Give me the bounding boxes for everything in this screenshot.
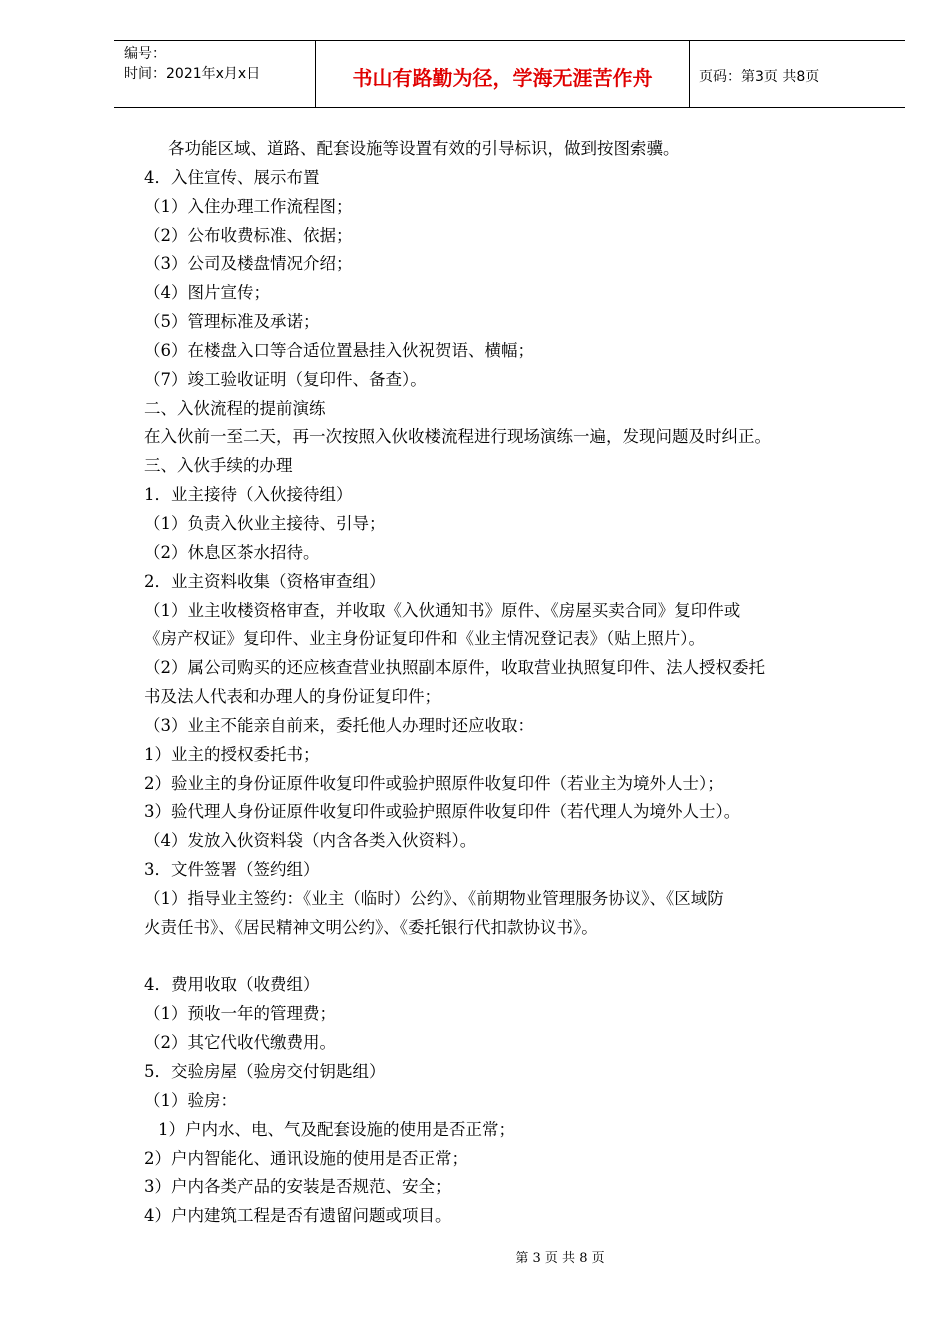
body-line: 5．交验房屋（验房交付钥匙组） [144,1062,386,1081]
body-line: （1）负责入伙业主接待、引导； [144,513,386,533]
body-line: 各功能区域、道路、配套设施等设置有效的引导标识，做到按图索骥。 [168,139,680,158]
body-line: （3）公司及楼盘情况介绍； [144,254,353,274]
body-line: 1）户内水、电、气及配套设施的使用是否正常； [158,1119,515,1139]
body-line: 《房产权证》复印件、业主身份证复印件和《业主情况登记表》（贴上照片）。 [144,629,705,649]
body-line: （2）公布收费标准、依据； [144,225,353,245]
body-line: 1）业主的授权委托书； [144,744,320,764]
body-line: 4）户内建筑工程是否有遗留问题或项目。 [144,1206,452,1226]
body-line: 3）户内各类产品的安装是否规范、安全； [144,1177,452,1197]
body-line: 火责任书》、《居民精神文明公约》、《委托银行代扣款协议书》。 [144,917,598,937]
body-line: （3）业主不能亲自前来，委托他人办理时还应收取： [144,715,534,735]
body-line: （4）图片宣传； [144,283,270,303]
document-time-label: 时间：2021年x月x日 [124,66,261,82]
body-line: （4）发放入伙资料袋（内含各类入伙资料）。 [144,831,477,851]
body-line: （6）在楼盘入口等合适位置悬挂入伙祝贺语、横幅； [144,340,534,360]
body-line: 三、入伙手续的办理 [144,456,293,476]
header-motto-cell [316,41,690,107]
body-line: （1）预收一年的管理费； [144,1004,336,1024]
page-footer: 第 3 页 共 8 页 [515,1251,605,1266]
body-line: 二、入伙流程的提前演练 [144,398,326,418]
body-line: （2）其它代收代缴费用。 [144,1033,336,1053]
page-header [114,40,905,108]
body-line: （1）验房： [144,1090,237,1110]
header-motto: 书山有路勤为径，学海无涯苦作舟 [352,66,653,90]
body-line: 4．费用收取（收费组） [144,975,320,995]
body-line: 2）户内智能化、通讯设施的使用是否正常； [144,1148,468,1168]
body-line: （5）管理标准及承诺； [144,312,320,332]
body-line: （2）属公司购买的还应核查营业执照副本原件，收取营业执照复印件、法人授权委托 [144,658,765,678]
body-line: 3．文件签署（签约组） [144,860,320,880]
body-line: （1）业主收楼资格审查，并收取《入伙通知书》原件、《房屋买卖合同》复印件或 [144,600,741,620]
body-line: 1．业主接待（入伙接待组） [144,485,353,505]
body-line: （1）指导业主签约：《业主（临时）公约》、《前期物业管理服务协议》、《区域防 [144,888,724,908]
body-line: 2．业主资料收集（资格审查组） [144,571,386,591]
header-page-info: 页码：第3页 共8页 [699,69,820,85]
body-line: 2）验业主的身份证原件收复印件或验护照原件收复印件（若业主为境外人士）； [144,773,724,793]
body-line: 书及法人代表和办理人的身份证复印件； [144,687,441,707]
document-number-label: 编号： [124,46,166,62]
header-info-cell [114,41,316,107]
header-page-cell [690,41,905,107]
document-body [144,135,884,1231]
body-line: 在入伙前一至二天，再一次按照入伙收楼流程进行现场演练一遍，发现问题及时纠正。 [144,427,771,447]
body-line: （1）入住办理工作流程图； [144,196,353,216]
body-line: （2）休息区茶水招待。 [144,542,320,562]
body-line: 3）验代理人身份证原件收复印件或验护照原件收复印件（若代理人为境外人士）。 [144,802,741,822]
body-line [144,943,884,972]
body-line: （7）竣工验收证明（复印件、备查）。 [144,369,427,389]
body-line: 4．入住宣传、展示布置 [144,167,320,187]
